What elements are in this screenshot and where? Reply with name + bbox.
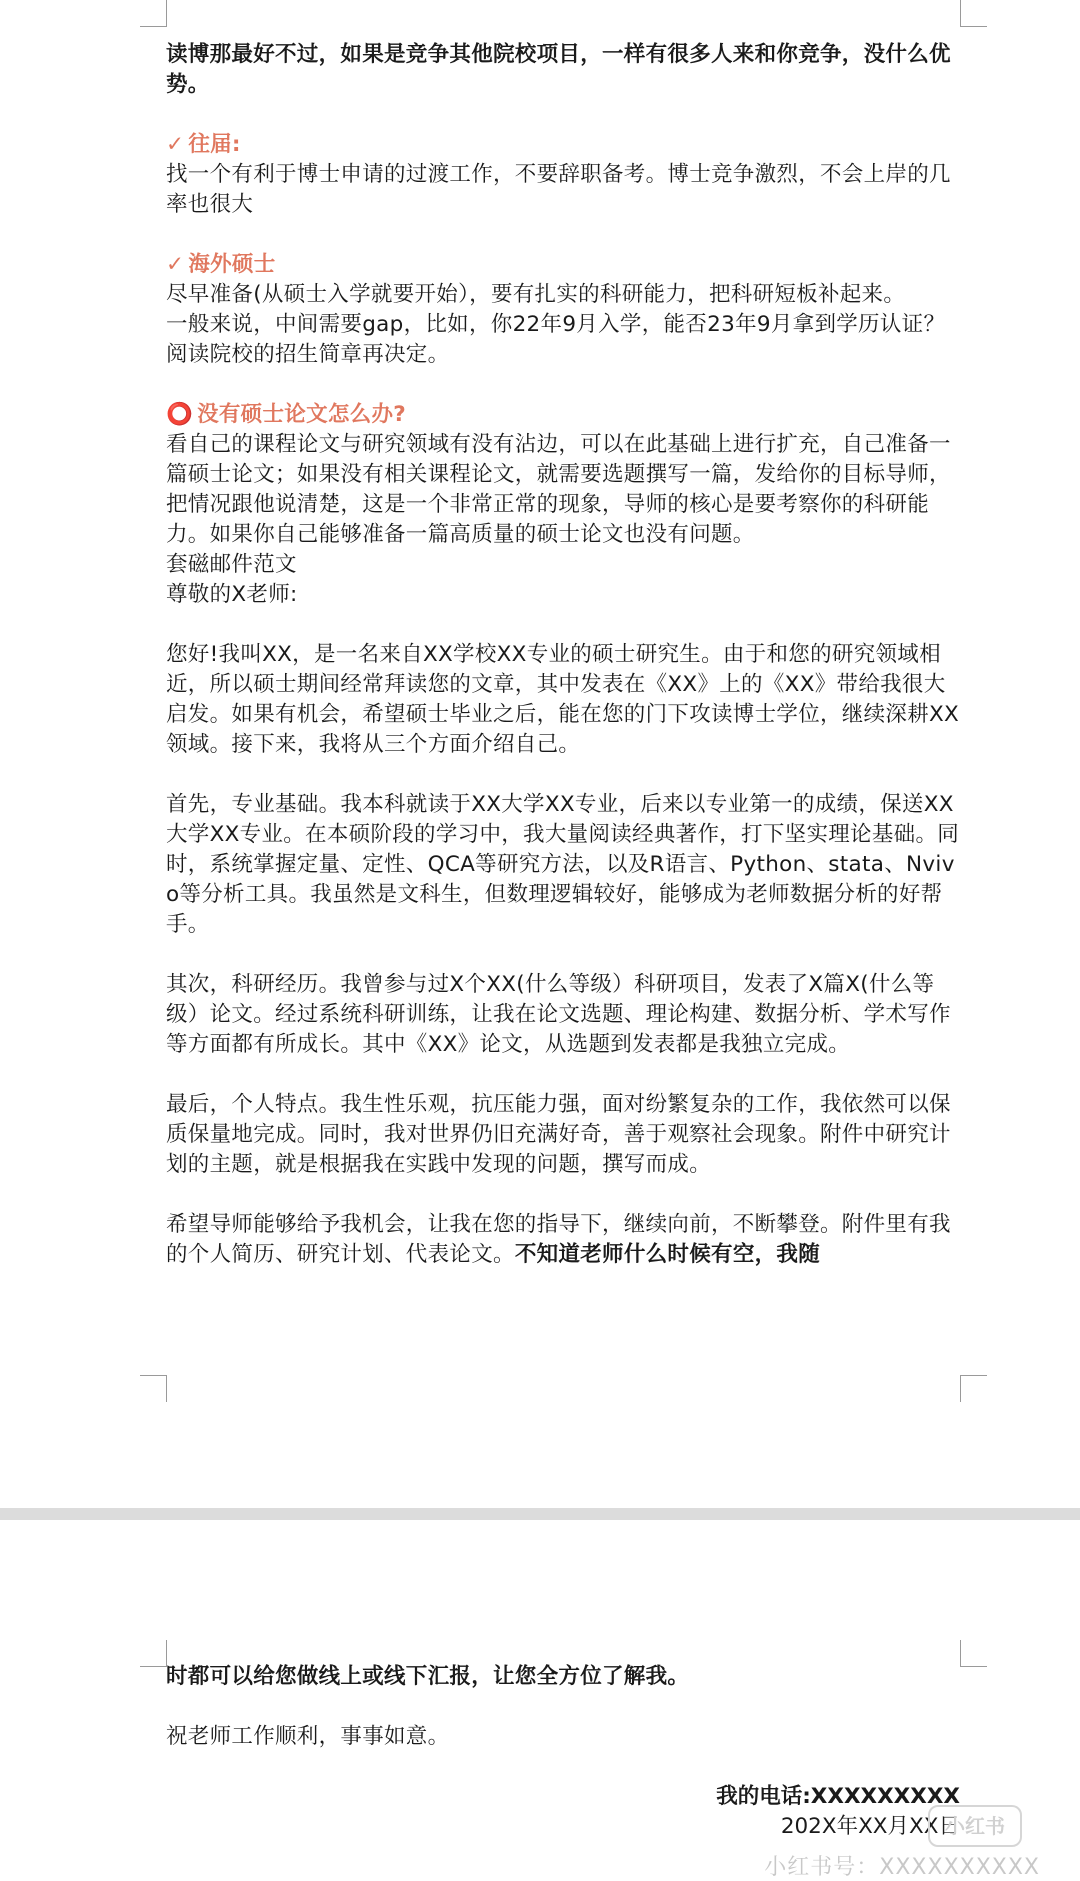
section-heading-text: 没有硕士论文怎么办?: [197, 402, 407, 427]
crop-mark-bottom-right: [960, 1375, 987, 1402]
section-body-no-thesis: 看自己的课程论文与研究领域有没有沾边，可以在此基础上进行扩充，自己准备一篇硕士论文；如果没有相关课程论文，就需要选题撰写一篇，发给你的目标导师，把情况跟他说清楚，这是一个非常正常的现象，导师的核心是要考察你的科研能力。如果你自己能够准备一篇高质量的硕士论文也没有问题。: [166, 432, 951, 547]
section-body-overseas-2: 一般来说，中间需要gap，比如，你22年9月入学，能否23年9月拿到学历认证？阅读院校的招生简章再决定。: [166, 312, 946, 367]
letter-paragraph-5-normal: 希望导师能够给予我机会，让我在您的指导下，继续向前，不断攀登。附件里有我的个人简历、研究计划、代表论文。: [166, 1212, 951, 1267]
salutation: 尊敬的X老师:: [166, 582, 298, 607]
watermark-text: 小红书号：XXXXXXXXXX: [764, 1855, 1040, 1880]
phone-line: 我的电话:XXXXXXXXX: [716, 1784, 960, 1809]
letter-paragraph-4: 最后，个人特点。我生性乐观，抗压能力强，面对纷繁复杂的工作，我依然可以保质保量地完成。同时，我对世界仍旧充满好奇，善于观察社会现象。附件中研究计划的主题，就是根据我在实践中发现的问题，撰写而成。: [166, 1092, 951, 1177]
template-title: 套磁邮件范文: [166, 552, 297, 577]
date-line: 202X年XX月XX日: [780, 1814, 960, 1839]
letter-continuation: 时都可以给您做线上或线下汇报，让您全方位了解我。: [166, 1664, 690, 1689]
letter-paragraph-3: 其次，科研经历。我曾参与过X个XX(什么等级）科研项目，发表了X篇X(什么等级）论文。经过系统科研训练，让我在论文选题、理论构建、数据分析、学术写作等方面都有所成长。其中《XX》论文，从选题到发表都是我独立完成。: [166, 972, 951, 1057]
closing-line: 祝老师工作顺利，事事如意。: [166, 1724, 450, 1749]
letter-paragraph-2: 首先，专业基础。我本科就读于XX大学XX专业，后来以专业第一的成绩，保送XX大学XX专业。在本硕阶段的学习中，我大量阅读经典著作，打下坚实理论基础。同时，系统掌握定量、定性、QCA等研究方法，以及R语言、Python、stata、Nvivo等分析工具。我虽然是文科生，但数理逻辑较好，能够成为老师数据分析的好帮手。: [166, 792, 960, 937]
page-2-content: [166, 1662, 962, 1752]
crop-mark-bottom-left: [140, 1375, 167, 1402]
letter-paragraph-1: 您好!我叫XX，是一名来自XX学校XX专业的硕士研究生。由于和您的研究领域相近，所以硕士期间经常拜读您的文章，其中发表在《XX》上的《XX》带给我很大启发。如果有机会，希望硕士毕业之后，能在您的门下攻读博士学位，继续深耕XX领域。接下来，我将从三个方面介绍自己。: [166, 642, 960, 757]
signature-block: [716, 1782, 960, 1842]
section-body-overseas: 尽早准备(从硕士入学就要开始），要有扎实的科研能力，把科研短板补起来。: [166, 282, 906, 307]
check-icon: ✓: [166, 132, 185, 157]
check-icon: ✓: [166, 252, 185, 277]
section-heading-graduates: [166, 130, 962, 160]
section-heading-text: 往届:: [188, 132, 241, 157]
crop-mark-top-right: [960, 1640, 987, 1667]
watermark-logo: 小红书: [928, 1805, 1022, 1847]
intro-paragraph: 读博那最好不过，如果是竞争其他院校项目，一样有很多人来和你竞争，没什么优势。: [166, 42, 951, 97]
letter-paragraph-5-bold: 不知道老师什么时候有空，我随: [514, 1242, 821, 1267]
page-1-content: [166, 40, 962, 1270]
section-heading-overseas: [166, 250, 962, 280]
section-body-graduates: 找一个有利于博士申请的过渡工作，不要辞职备考。博士竞争激烈，不会上岸的几率也很大: [166, 162, 951, 217]
crop-mark-top-right: [960, 0, 987, 27]
section-heading-no-thesis: [166, 400, 962, 430]
letter-paragraph-5: [166, 1210, 962, 1270]
crop-mark-top-left: [140, 0, 167, 27]
section-heading-text: 海外硕士: [188, 252, 276, 277]
page-separator: [0, 1508, 1080, 1520]
crop-mark-top-left: [140, 1640, 167, 1667]
document-page-2: [0, 1520, 1080, 1875]
circle-icon: ⭕: [166, 402, 194, 427]
